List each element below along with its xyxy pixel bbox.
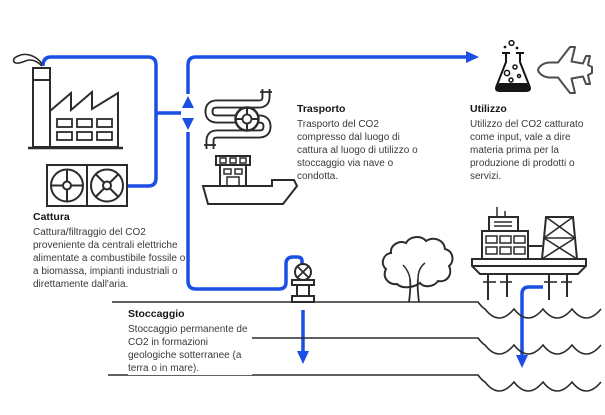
cattura-label <box>33 211 189 291</box>
ship-icon <box>203 156 297 204</box>
trasporto-title: Trasporto <box>297 103 346 115</box>
flow-line-injection-sea <box>522 287 543 356</box>
arrow-down-icon <box>182 118 194 130</box>
tree-icon <box>383 237 453 302</box>
flask-bubbles <box>504 46 519 50</box>
flow-line-capture <box>43 57 156 186</box>
arrow-down-sea-icon <box>516 355 528 368</box>
wellhead-icon <box>292 264 314 302</box>
trasporto-label <box>297 103 427 183</box>
ground-line-3 <box>108 375 601 391</box>
stoccaggio-title: Stoccaggio <box>128 308 185 320</box>
smoke-icon <box>14 54 42 66</box>
arrow-down-land-icon <box>297 351 309 364</box>
flow-line-utilizzo <box>188 57 466 94</box>
flask-icon <box>496 41 530 91</box>
pipeline-icon <box>204 89 272 149</box>
cattura-body: Cattura/filtraggio del CO2 proveniente da centrali elettriche alimentate a combustibile fossile o a biomassa, impianti industriali o direttamente dall'aria. <box>33 227 186 290</box>
arrow-up-icon <box>182 96 194 108</box>
stoccaggio-body: Stoccaggio permanente de CO2 in formazioni geologiche sotterranee (a terra o in mare). <box>128 324 248 374</box>
trasporto-body: Trasporto del CO2 compresso dal luogo di cattura al luogo di utilizzo o stoccaggio via nave o condotta. <box>297 119 418 182</box>
utilizzo-label <box>470 103 592 183</box>
factory-icon <box>14 54 123 148</box>
derrick-icon <box>542 217 577 259</box>
valve-wheel-icon <box>236 108 259 131</box>
utilizzo-body: Utilizzo del CO2 catturato come input, vale a dire materia prima per la produzione di prodotti o servizi. <box>470 119 584 182</box>
arrow-right-icon <box>466 51 479 63</box>
cattura-title: Cattura <box>33 211 70 223</box>
airplane-icon <box>538 47 592 93</box>
fans-icon <box>47 165 127 206</box>
stoccaggio-label <box>128 308 252 375</box>
utilizzo-title: Utilizzo <box>470 103 507 115</box>
